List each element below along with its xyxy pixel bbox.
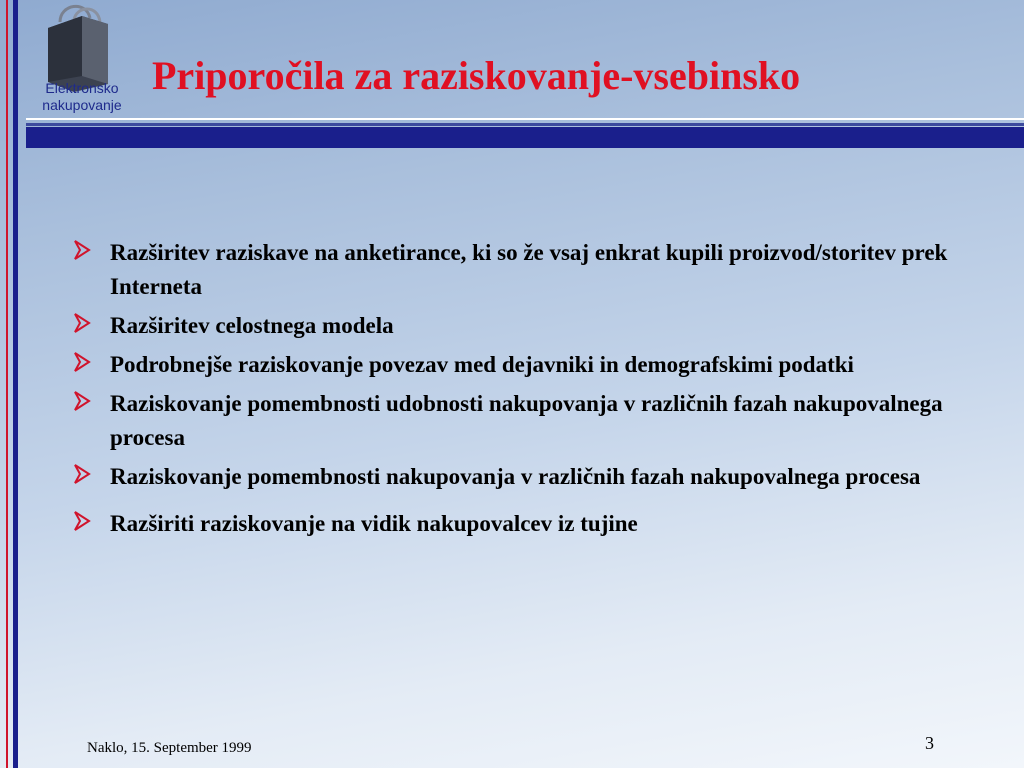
bullet-item	[72, 507, 952, 541]
bullet-item	[72, 387, 952, 455]
arrow-bullet-icon	[72, 390, 92, 412]
footer-date: Naklo, 15. September 1999	[87, 740, 252, 756]
page-number: 3	[925, 733, 934, 753]
bullet-text: Podrobnejše raziskovanje povezav med dejavniki in demografskimi podatki	[110, 352, 854, 377]
bullet-text: Raziskovanje pomembnosti udobnosti nakupovanja v različnih fazah nakupovalnega procesa	[110, 391, 943, 450]
arrow-bullet-icon	[72, 463, 92, 485]
header-rule-light	[26, 118, 1024, 120]
bullet-text: Raziskovanje pomembnosti nakupovanja v različnih fazah nakupovalnega procesa	[110, 464, 921, 489]
logo-line-2: nakupovanje	[42, 97, 122, 113]
bullet-item	[72, 309, 952, 343]
bullet-item	[72, 236, 952, 304]
header-rule-thick	[26, 127, 1024, 148]
arrow-bullet-icon	[72, 239, 92, 261]
bullet-item	[72, 348, 952, 382]
left-blue-rule	[13, 0, 18, 768]
arrow-bullet-icon	[72, 510, 92, 532]
bullet-list	[72, 236, 952, 546]
bullet-text: Razširitev celostnega modela	[110, 313, 394, 338]
logo-line-1: Elektronsko	[45, 80, 119, 96]
header-rule-thin	[26, 123, 1024, 126]
bullet-text: Razširitev raziskave na anketirance, ki so že vsaj enkrat kupili proizvod/storitev prek Interneta	[110, 240, 948, 299]
arrow-bullet-icon	[72, 312, 92, 334]
bullet-text: Razširiti raziskovanje na vidik nakupovalcev iz tujine	[110, 511, 638, 536]
left-red-rule	[6, 0, 8, 768]
bullet-item	[72, 460, 952, 494]
arrow-bullet-icon	[72, 351, 92, 373]
slide-title: Priporočila za raziskovanje-vsebinsko	[152, 53, 801, 98]
logo-text	[36, 80, 128, 114]
